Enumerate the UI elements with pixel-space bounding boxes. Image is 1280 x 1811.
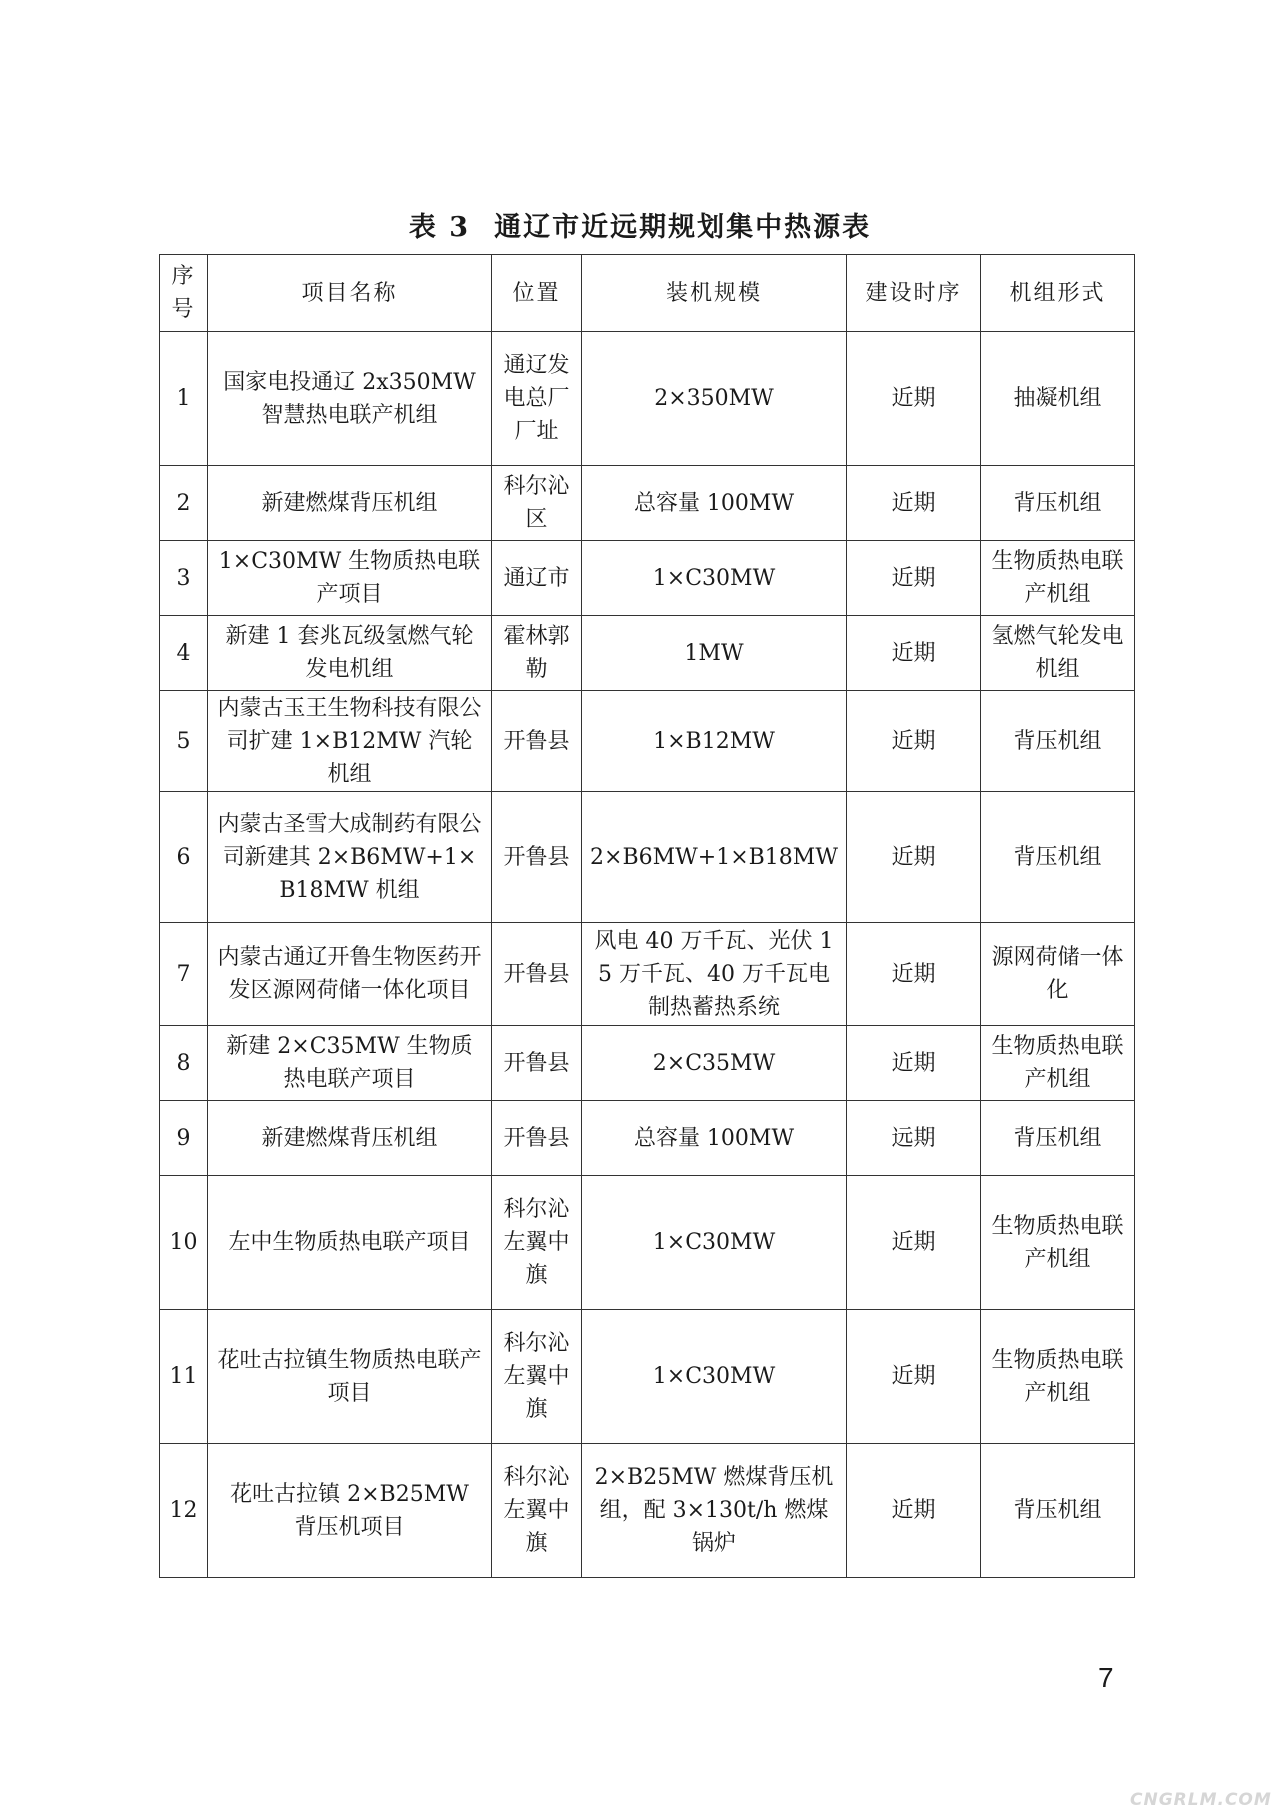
cell-unit-type: 背压机组 [981, 691, 1135, 792]
cell-schedule: 近期 [847, 691, 981, 792]
table-row [160, 541, 1135, 616]
cell-index: 12 [160, 1444, 208, 1578]
cell-location: 通辽发电总厂厂址 [492, 332, 582, 466]
cell-capacity: 2×B6MW+1×B18MW [582, 792, 847, 923]
cell-capacity: 总容量 100MW [582, 1101, 847, 1176]
cell-project-name: 1×C30MW 生物质热电联产项目 [208, 541, 492, 616]
cell-location: 开鲁县 [492, 923, 582, 1026]
cell-schedule: 近期 [847, 792, 981, 923]
cell-index: 10 [160, 1176, 208, 1310]
cell-schedule: 近期 [847, 466, 981, 541]
cell-schedule: 近期 [847, 332, 981, 466]
cell-index: 11 [160, 1310, 208, 1444]
cell-index: 4 [160, 616, 208, 691]
cell-unit-type: 背压机组 [981, 466, 1135, 541]
cell-project-name: 左中生物质热电联产项目 [208, 1176, 492, 1310]
cell-index: 6 [160, 792, 208, 923]
cell-unit-type: 生物质热电联产机组 [981, 1310, 1135, 1444]
table-caption [0, 208, 1280, 248]
header-cell-capacity: 装机规模 [582, 255, 847, 332]
cell-unit-type: 生物质热电联产机组 [981, 1176, 1135, 1310]
cell-capacity: 1×C30MW [582, 1310, 847, 1444]
cell-capacity: 1×C30MW [582, 1176, 847, 1310]
table-row [160, 792, 1135, 923]
cell-location: 科尔沁左翼中旗 [492, 1310, 582, 1444]
table-row [160, 1444, 1135, 1578]
cell-project-name: 新建 2×C35MW 生物质热电联产项目 [208, 1026, 492, 1101]
cell-project-name: 内蒙古通辽开鲁生物医药开发区源网荷储一体化项目 [208, 923, 492, 1026]
cell-unit-type: 抽凝机组 [981, 332, 1135, 466]
cell-project-name: 花吐古拉镇 2×B25MW 背压机项目 [208, 1444, 492, 1578]
cell-index: 8 [160, 1026, 208, 1101]
cell-index: 9 [160, 1101, 208, 1176]
cell-project-name: 国家电投通辽 2x350MW 智慧热电联产机组 [208, 332, 492, 466]
cell-schedule: 近期 [847, 616, 981, 691]
cell-project-name: 新建燃煤背压机组 [208, 466, 492, 541]
cell-unit-type: 源网荷储一体化 [981, 923, 1135, 1026]
table-row [160, 1101, 1135, 1176]
cell-project-name: 内蒙古玉王生物科技有限公司扩建 1×B12MW 汽轮机组 [208, 691, 492, 792]
cell-unit-type: 生物质热电联产机组 [981, 1026, 1135, 1101]
cell-index: 7 [160, 923, 208, 1026]
cell-location: 科尔沁区 [492, 466, 582, 541]
cell-location: 开鲁县 [492, 691, 582, 792]
table-row [160, 466, 1135, 541]
table-number: 表 3 [408, 212, 471, 243]
heat-source-table [159, 254, 1135, 1578]
cell-capacity: 1MW [582, 616, 847, 691]
cell-project-name: 花吐古拉镇生物质热电联产项目 [208, 1310, 492, 1444]
cell-project-name: 内蒙古圣雪大成制药有限公司新建其 2×B6MW+1×B18MW 机组 [208, 792, 492, 923]
header-cell-index: 序号 [160, 255, 208, 332]
table-row [160, 1026, 1135, 1101]
cell-capacity: 2×C35MW [582, 1026, 847, 1101]
cell-project-name: 新建 1 套兆瓦级氢燃气轮发电机组 [208, 616, 492, 691]
cell-location: 科尔沁左翼中旗 [492, 1444, 582, 1578]
cell-capacity: 1×C30MW [582, 541, 847, 616]
cell-index: 5 [160, 691, 208, 792]
cell-capacity: 总容量 100MW [582, 466, 847, 541]
cell-location: 开鲁县 [492, 792, 582, 923]
table-row [160, 1310, 1135, 1444]
page-number: 7 [1098, 1662, 1114, 1693]
watermark-logo: CNGRLM.COM [1130, 1790, 1272, 1810]
header-cell-unit-type: 机组形式 [981, 255, 1135, 332]
cell-location: 开鲁县 [492, 1026, 582, 1101]
cell-location: 通辽市 [492, 541, 582, 616]
header-cell-project-name: 项目名称 [208, 255, 492, 332]
cell-schedule: 近期 [847, 1026, 981, 1101]
cell-unit-type: 背压机组 [981, 1101, 1135, 1176]
header-cell-schedule: 建设时序 [847, 255, 981, 332]
cell-schedule: 近期 [847, 1176, 981, 1310]
table-row [160, 691, 1135, 792]
cell-capacity: 2×350MW [582, 332, 847, 466]
table-row [160, 332, 1135, 466]
cell-unit-type: 氢燃气轮发电机组 [981, 616, 1135, 691]
table-row [160, 923, 1135, 1026]
cell-schedule: 近期 [847, 1444, 981, 1578]
table-title: 通辽市近远期规划集中热源表 [494, 212, 872, 243]
cell-location: 霍林郭勒 [492, 616, 582, 691]
cell-index: 3 [160, 541, 208, 616]
table-row [160, 616, 1135, 691]
cell-capacity: 1×B12MW [582, 691, 847, 792]
cell-index: 2 [160, 466, 208, 541]
cell-index: 1 [160, 332, 208, 466]
cell-schedule: 近期 [847, 1310, 981, 1444]
header-cell-location: 位置 [492, 255, 582, 332]
cell-location: 科尔沁左翼中旗 [492, 1176, 582, 1310]
table-header-row [160, 255, 1135, 332]
cell-location: 开鲁县 [492, 1101, 582, 1176]
cell-capacity: 2×B25MW 燃煤背压机组，配 3×130t/h 燃煤锅炉 [582, 1444, 847, 1578]
table-row [160, 1176, 1135, 1310]
cell-unit-type: 背压机组 [981, 792, 1135, 923]
cell-schedule: 近期 [847, 923, 981, 1026]
cell-unit-type: 生物质热电联产机组 [981, 541, 1135, 616]
cell-capacity: 风电 40 万千瓦、光伏 15 万千瓦、40 万千瓦电制热蓄热系统 [582, 923, 847, 1026]
cell-project-name: 新建燃煤背压机组 [208, 1101, 492, 1176]
cell-unit-type: 背压机组 [981, 1444, 1135, 1578]
cell-schedule: 近期 [847, 541, 981, 616]
cell-schedule: 远期 [847, 1101, 981, 1176]
